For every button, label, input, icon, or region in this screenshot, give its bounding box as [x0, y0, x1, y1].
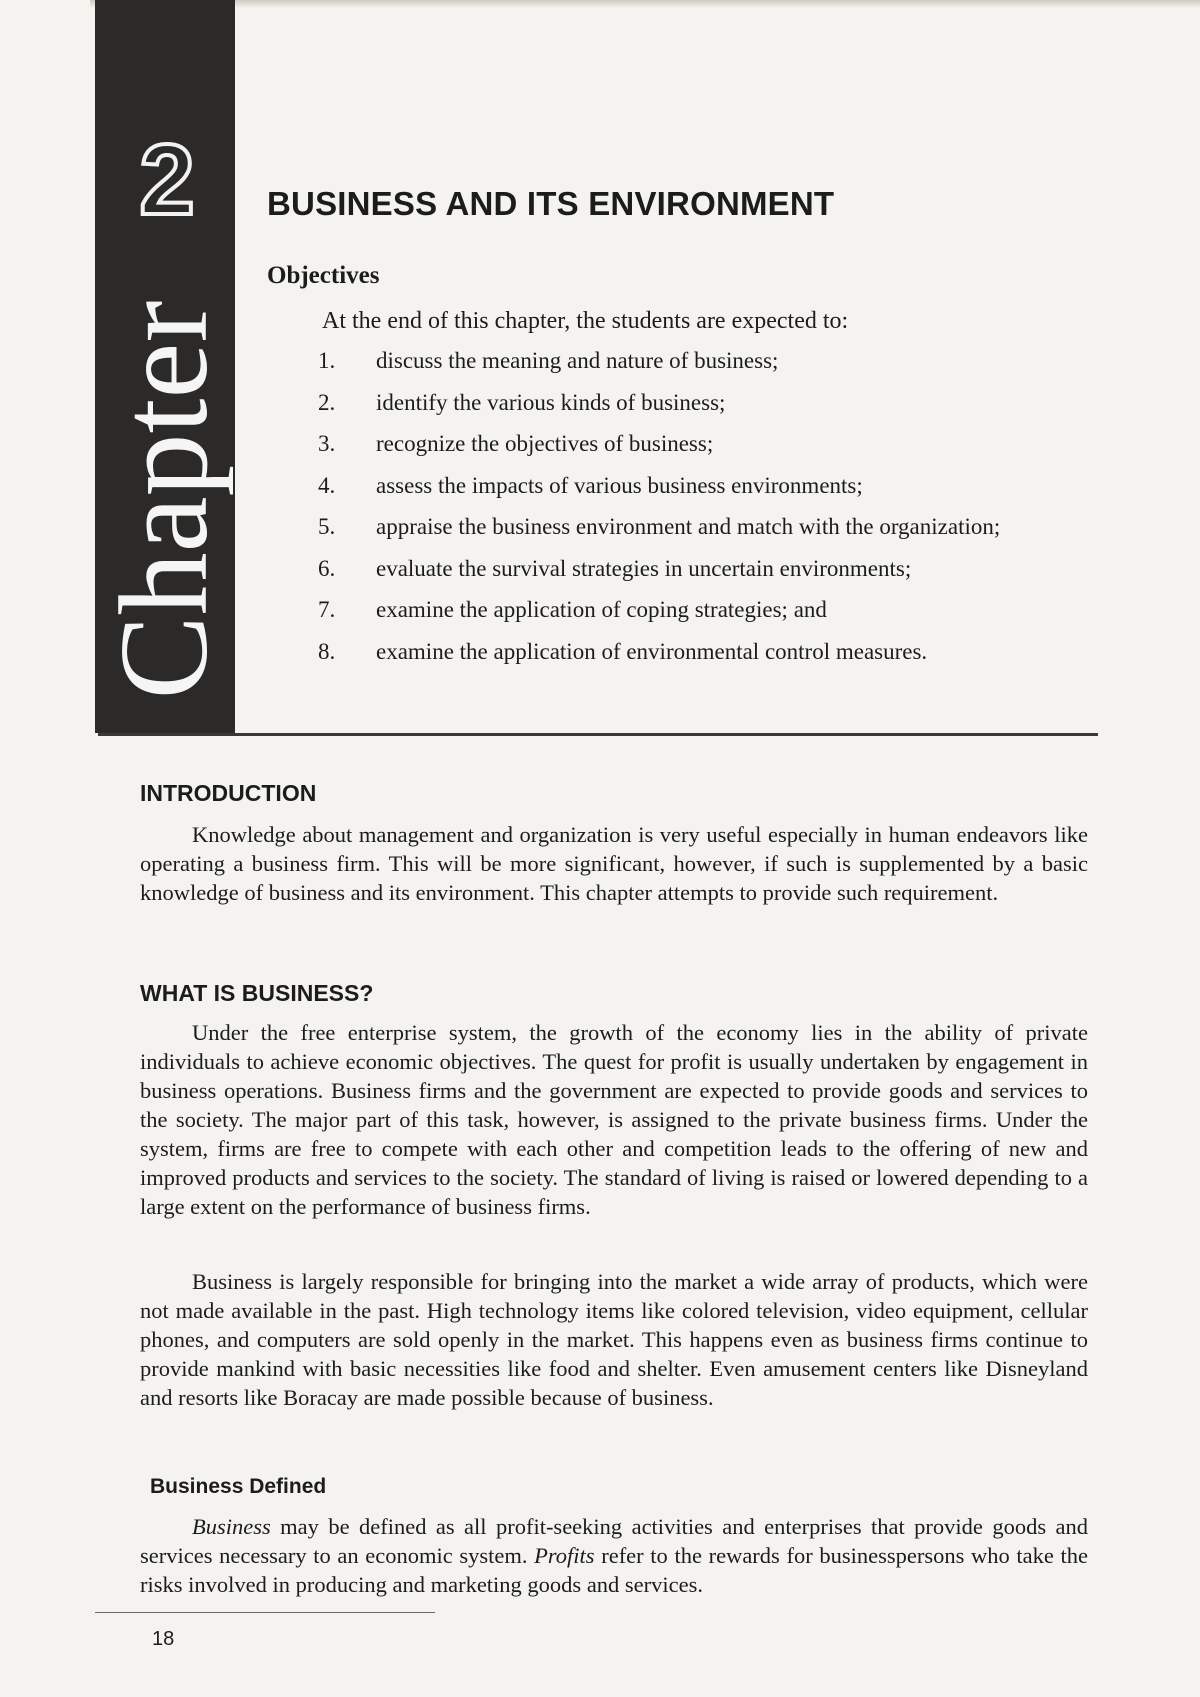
business-defined-heading: Business Defined	[150, 1475, 327, 1498]
objective-number: 6.	[318, 555, 336, 581]
page-number: 18	[152, 1628, 175, 1650]
chapter-number: 2	[139, 124, 195, 236]
objective-text: examine the application of coping strategies; and	[376, 597, 827, 622]
term-profits: Profits	[534, 1543, 595, 1568]
objective-item	[318, 639, 1000, 681]
chapter-header-rule	[98, 733, 1098, 736]
chapter-label: Chapter	[95, 300, 234, 700]
objective-number: 8.	[318, 638, 336, 664]
objectives-list	[318, 348, 1000, 680]
objective-text: evaluate the survival strategies in uncertain environments;	[376, 555, 912, 581]
term-business: Business	[192, 1514, 271, 1539]
objective-number: 7.	[318, 597, 336, 622]
what-is-business-paragraph-2: Business is largely responsible for bringing into the market a wide array of products, which were not made available in the past. High technology items like colored television, video equipment, cellular phones, and computers are sold openly in the market. This happens even as business firms continue to provide mankind with basic necessities like food and shelter. Even amusement centers like Disneyland and resorts like Boracay are made possible because of business.	[140, 1269, 1088, 1410]
footer-rule	[95, 1612, 435, 1613]
what-is-business-paragraph-1: Under the free enterprise system, the growth of the economy lies in the ability of private individuals to achieve economic objectives. The quest for profit is usually undertaken by engagement in business operations. Business firms and the government are expected to provide goods and services to the society. The major part of this task, however, is assigned to the private business firms. Under the system, firms are free to compete with each other and competition leads to the offering of new and improved products and services to the society. The standard of living is raised or lowered depending to a large extent on the performance of business firms.	[140, 1020, 1088, 1219]
objective-item	[318, 390, 1000, 432]
introduction-paragraph: Knowledge about management and organization is very useful especially in human endeavors like operating a business firm. This will be more significant, however, if such is supplemented by a basic knowledge of business and its environment. This chapter attempts to provide such requirement.	[140, 822, 1088, 905]
objective-text: examine the application of environmental control measures.	[376, 638, 928, 664]
objective-item	[318, 556, 1000, 598]
objective-number: 5.	[318, 514, 336, 539]
business-defined-paragraph	[140, 1512, 1088, 1599]
objective-text: appraise the business environment and match with the organization;	[376, 514, 1001, 539]
chapter-title: BUSINESS AND ITS ENVIRONMENT	[267, 185, 835, 222]
objective-number: 1.	[318, 348, 336, 373]
objective-item	[318, 514, 1000, 556]
what-is-business-heading: WHAT IS BUSINESS?	[140, 980, 374, 1006]
objective-item	[318, 348, 1000, 390]
page-top-edge	[90, 0, 1200, 8]
objectives-heading: Objectives	[267, 262, 380, 289]
objective-text: discuss the meaning and nature of business;	[376, 348, 779, 373]
objective-number: 2.	[318, 389, 336, 415]
objective-text: recognize the objectives of business;	[376, 431, 714, 456]
objective-item	[318, 431, 1000, 473]
objective-item	[318, 473, 1000, 515]
objective-number: 4.	[318, 472, 336, 498]
definition-text-1: may be defined as all profit-seeking activities and enterprises that provide goods and services necessary to an economic system.	[140, 1514, 1088, 1568]
introduction-heading: INTRODUCTION	[140, 780, 317, 806]
objective-item	[318, 597, 1000, 639]
objective-text: identify the various kinds of business;	[376, 389, 726, 415]
objective-text: assess the impacts of various business environments;	[376, 472, 863, 498]
objectives-intro: At the end of this chapter, the students are expected to:	[322, 308, 849, 334]
objective-number: 3.	[318, 431, 336, 456]
definition-text-2: refer to the rewards for businesspersons who take the risks involved in producing and marketing goods and services.	[140, 1543, 1088, 1597]
